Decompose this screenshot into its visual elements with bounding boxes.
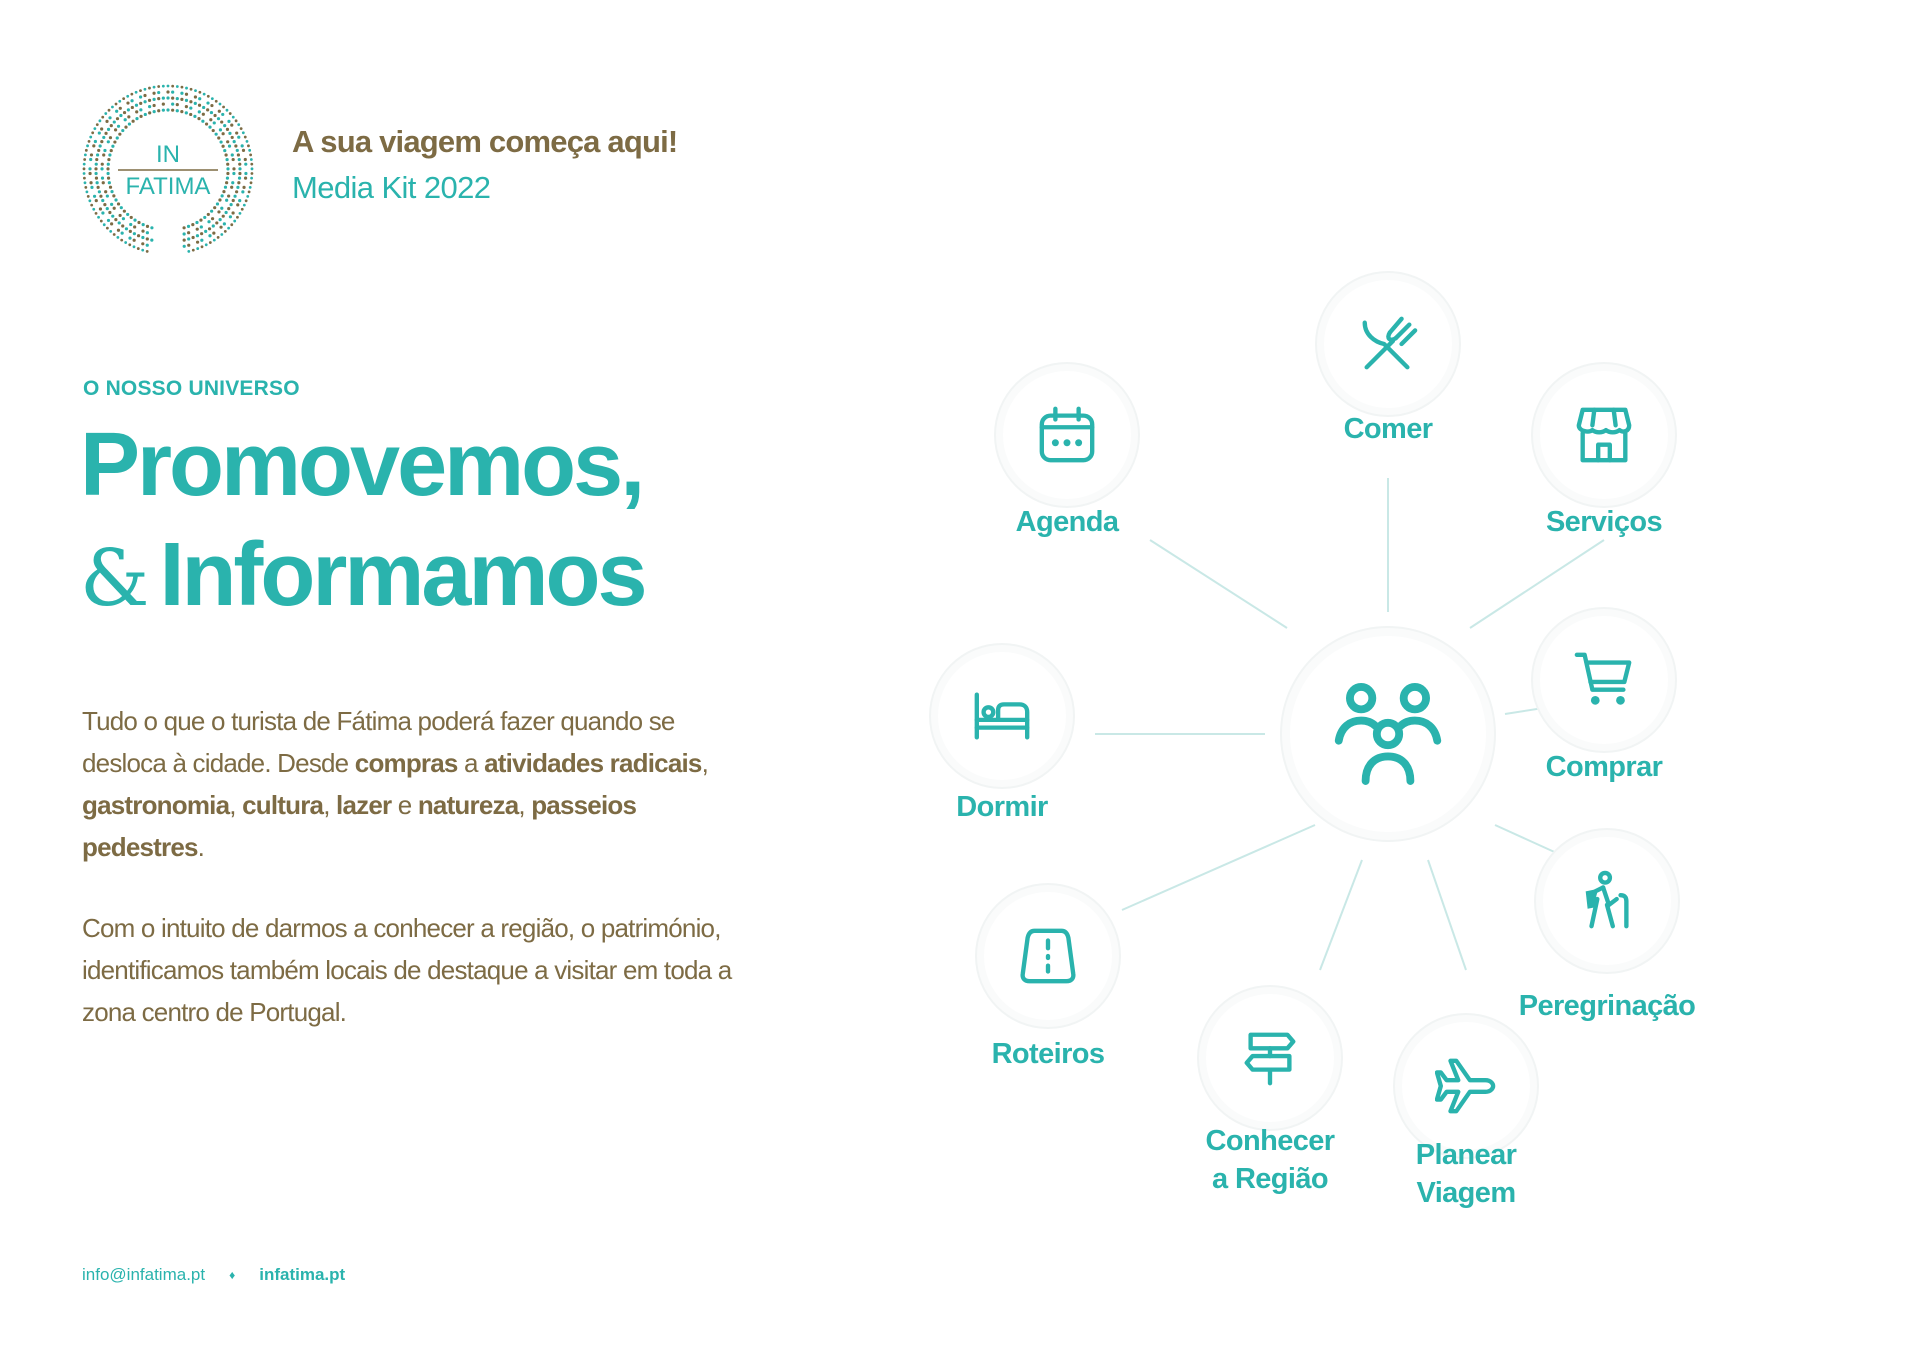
headline-word-informamos: Informamos [159, 525, 645, 625]
paragraph-text: , [518, 790, 532, 820]
logo-text-fatima: FATIMA [125, 173, 211, 200]
highlight-term: compras [354, 748, 458, 778]
footer-email[interactable]: info@infatima.pt [82, 1265, 206, 1284]
section-label: O NOSSO UNIVERSO [83, 377, 300, 400]
connector-conhecer [1320, 860, 1362, 970]
connector-agenda [1150, 540, 1287, 628]
paragraph-text: , [229, 790, 243, 820]
label-comer: Comer [1343, 413, 1433, 445]
paragraph-text: a [457, 748, 485, 778]
label-conhecer-line1: Conhecer [1205, 1125, 1335, 1157]
intro-paragraph-2: Com o intuito de darmos a conhecer a região, o património, identificamos também locais de destaque a visitar em toda a zona centro de Portugal. [82, 913, 732, 1027]
label-planear-line2: Viagem [1416, 1177, 1516, 1209]
paragraph-text: , [701, 748, 708, 778]
store-icon [1573, 404, 1635, 466]
plane-icon [1435, 1055, 1497, 1117]
label-roteiros: Roteiros [991, 1038, 1105, 1070]
node-planear-viagem[interactable] [1402, 1022, 1530, 1150]
tagline: A sua viagem começa aqui! [292, 124, 678, 159]
calendar-icon [1036, 404, 1098, 466]
label-conhecer-regiao [1206, 1122, 1335, 1198]
label-servicos: Serviços [1545, 506, 1663, 538]
highlight-term: gastronomia [82, 790, 230, 820]
node-conhecer-regiao[interactable] [1206, 994, 1334, 1122]
paragraph-text: e [391, 790, 418, 820]
label-dormir: Dormir [956, 791, 1048, 823]
footer [82, 1265, 345, 1285]
node-peregrinacao[interactable] [1543, 837, 1671, 965]
node-comprar[interactable] [1540, 616, 1668, 744]
center-node [1290, 636, 1486, 832]
label-agenda: Agenda [1015, 506, 1119, 538]
highlight-term: natureza [417, 790, 519, 820]
label-peregrinacao: Peregrinação [1518, 990, 1696, 1022]
label-conhecer-line2: a Região [1211, 1163, 1329, 1195]
bed-icon [971, 685, 1033, 747]
highlight-term: lazer [336, 790, 392, 820]
highlight-term: cultura [242, 790, 324, 820]
logo-text-in: IN [156, 141, 180, 168]
connector-planear [1428, 860, 1466, 970]
node-comer[interactable] [1324, 280, 1452, 408]
node-agenda[interactable] [1003, 371, 1131, 499]
media-kit-subtitle: Media Kit 2022 [292, 170, 491, 205]
paragraph-text: . [197, 832, 205, 862]
label-planear-viagem [1416, 1136, 1517, 1212]
signpost-icon [1239, 1027, 1301, 1089]
utensils-icon [1357, 313, 1419, 375]
node-servicos[interactable] [1540, 371, 1668, 499]
highlight-term: passeios pedestres [82, 790, 637, 862]
services-diagram [900, 250, 1920, 1250]
footer-website[interactable]: infatima.pt [259, 1265, 346, 1284]
label-comprar: Comprar [1545, 751, 1663, 783]
node-roteiros[interactable] [984, 892, 1112, 1020]
node-dormir[interactable] [938, 652, 1066, 780]
paragraph-text: Tudo o que o turista de Fátima poderá fazer quando se desloca à cidade. Desde [82, 706, 675, 778]
highlight-term: atividades radicais [484, 748, 702, 778]
headline-promovemos: Promovemos, [80, 415, 643, 515]
pilgrim-icon [1576, 870, 1638, 932]
headline-informamos [80, 525, 645, 625]
cart-icon [1573, 649, 1635, 711]
road-icon [1017, 925, 1079, 987]
people-group-icon [1332, 678, 1444, 790]
connector-servicos [1470, 540, 1604, 628]
connector-roteiros [1122, 825, 1315, 910]
footer-separator: ♦ [229, 1268, 236, 1282]
intro-paragraph-1 [82, 700, 742, 868]
label-planear-line1: Planear [1415, 1139, 1517, 1171]
logo-ring-icon [78, 80, 258, 260]
ampersand: & [80, 534, 150, 624]
paragraph-text: , [323, 790, 337, 820]
infatima-logo [78, 80, 258, 260]
